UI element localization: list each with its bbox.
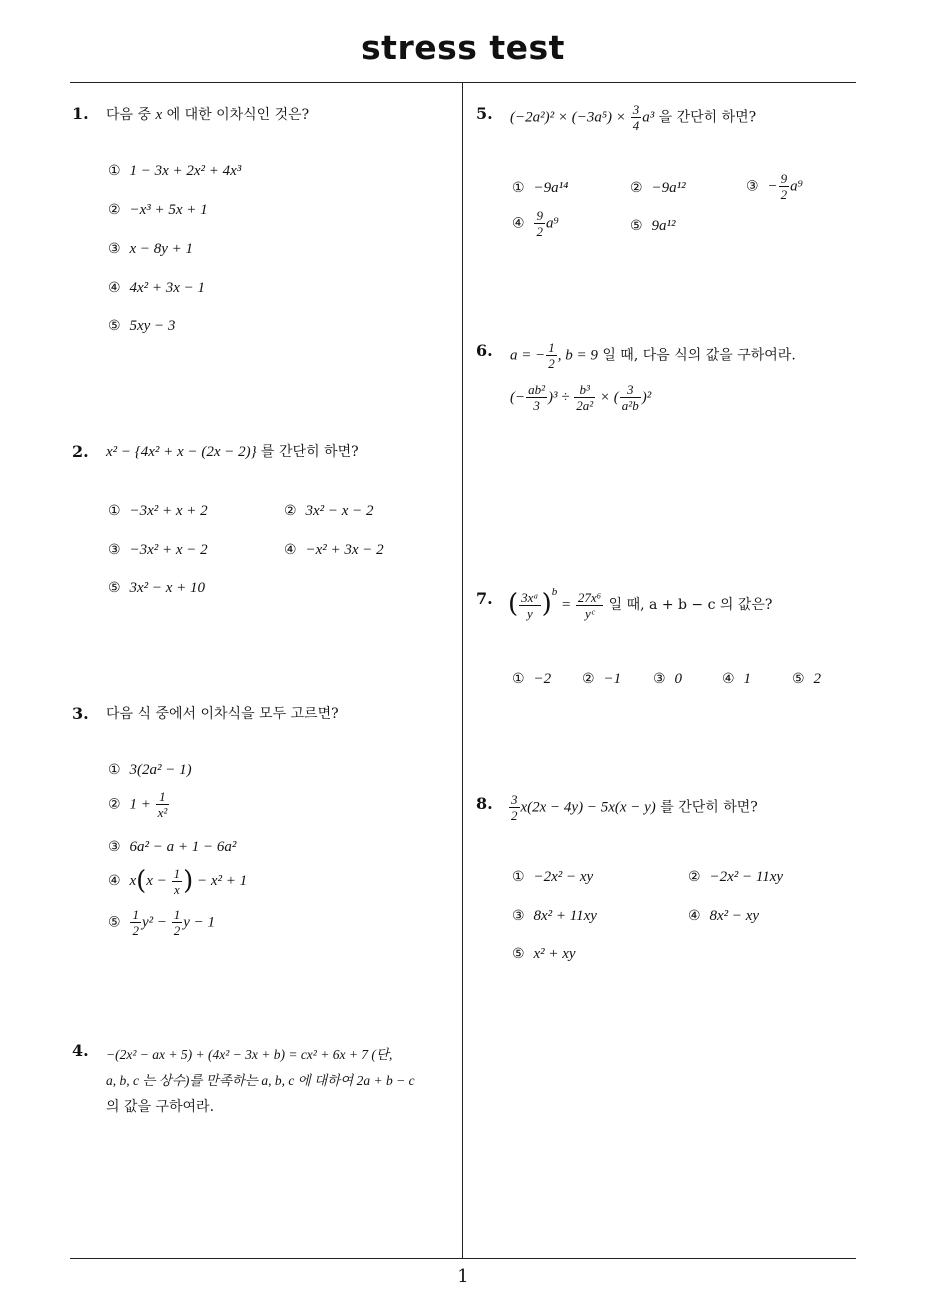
option-1[interactable]: ① 1 − 3x + 2x² + 4x³ [108, 163, 242, 179]
option-5[interactable]: ⑤ x² + xy [512, 946, 576, 962]
option-2[interactable]: ② 1 + $\frac{1}{\text{x²}}$ [108, 789, 168, 820]
option-4[interactable]: ④ 1 [722, 671, 751, 687]
option-4[interactable]: ④ −x² + 3x − 2 [284, 542, 384, 558]
question-stem: 다음 식 중에서 이차식을 모두 고르면? [106, 706, 339, 722]
option-2[interactable]: ② −x³ + 5x + 1 [108, 202, 208, 218]
question-number: 5. [476, 104, 493, 123]
option-2[interactable]: ② 3x² − x − 2 [284, 503, 374, 519]
option-1[interactable]: ① −3x² + x + 2 [108, 503, 208, 519]
option-1[interactable]: ① −2 [512, 671, 552, 687]
option-4[interactable]: ④ 8x² − xy [688, 908, 760, 924]
question-number: 3. [72, 704, 89, 723]
option-1[interactable]: ① 3(2a² − 1) [108, 762, 192, 778]
expression: (− $\frac{\text{ab²}}{3}$ )³ ÷ $\frac{\text{b³}}{\text{2a²}}$ × ( $\frac{3}{\text{a²b}}$ )² [510, 382, 652, 413]
question-stem: a = − $\frac{1}{2}$ , b = 9 일 때, 다음 식의 값을 구하여라. [510, 340, 796, 371]
option-1[interactable]: ① −2x² − xy [512, 869, 594, 885]
option-5[interactable]: ⑤ 3x² − x + 10 [108, 580, 206, 596]
option-1[interactable]: ① −9a¹⁴ [512, 180, 569, 196]
bottom-rule [70, 1258, 856, 1259]
option-4[interactable]: ④ x(x − $\frac{1}{x}$ ) − x² + 1 [108, 865, 248, 897]
option-3[interactable]: ③ 0 [653, 671, 682, 687]
column-divider [462, 83, 463, 1258]
option-5[interactable]: ⑤ 5xy − 3 [108, 318, 176, 334]
option-3[interactable]: ③ − $\frac{9}{2}$ a⁹ [746, 171, 803, 202]
option-3[interactable]: ③ 8x² + 11xy [512, 908, 597, 924]
question-number: 7. [476, 589, 493, 608]
option-2[interactable]: ② −2x² − 11xy [688, 869, 784, 885]
option-3[interactable]: ③ −3x² + x − 2 [108, 542, 208, 558]
question-number: 8. [476, 794, 493, 813]
option-2[interactable]: ② −1 [582, 671, 622, 687]
question-number: 6. [476, 341, 493, 360]
question-stem: 다음 중 x 에 대한 이차식인 것은? [106, 107, 310, 123]
option-5[interactable]: ⑤ 9a¹² [630, 218, 676, 234]
option-3[interactable]: ③ x − 8y + 1 [108, 241, 194, 257]
question-stem: −(2x² − ax + 5) + (4x² − 3x + b) = cx² + 6x + 7 (단, a, b, c 는 상수)를 만족하는 a, b, c 에 대하여 2a + b − c 의 값을 구하여라. [106, 1047, 415, 1115]
option-4[interactable]: ④ $\frac{9}{2}$ a⁹ [512, 208, 559, 239]
question-stem: ( $\frac{\text{3xᵃ}}{y}$ )$^b$ = $\frac{\text{27x⁶}}{\text{yᶜ}}$ 일 때, a + b − c 의 값은? [508, 586, 773, 621]
option-3[interactable]: ③ 6a² − a + 1 − 6a² [108, 839, 237, 855]
option-5[interactable]: ⑤ $\frac{1}{2}$ y² − $\frac{1}{2}$ y − 1 [108, 907, 216, 938]
option-2[interactable]: ② −9a¹² [630, 180, 686, 196]
question-stem: x² − {4x² + x − (2x − 2)} 를 간단히 하면? [106, 444, 359, 460]
question-stem: $\frac{3}{2}$ x(2x − 4y) − 5x(x − y) 를 간단히 하면? [511, 792, 758, 823]
question-number: 4. [72, 1041, 89, 1060]
option-4[interactable]: ④ 4x² + 3x − 1 [108, 280, 206, 296]
page-title: stress test [361, 28, 565, 67]
question-number: 1. [72, 104, 89, 123]
question-number: 2. [72, 442, 89, 461]
option-5[interactable]: ⑤ 2 [792, 671, 821, 687]
top-rule [70, 82, 856, 83]
question-stem: (−2a²)² × (−3a⁵) × $\frac{3}{4}$ a³ 을 간단히 하면? [510, 102, 757, 133]
page-number: 1 [457, 1266, 469, 1287]
